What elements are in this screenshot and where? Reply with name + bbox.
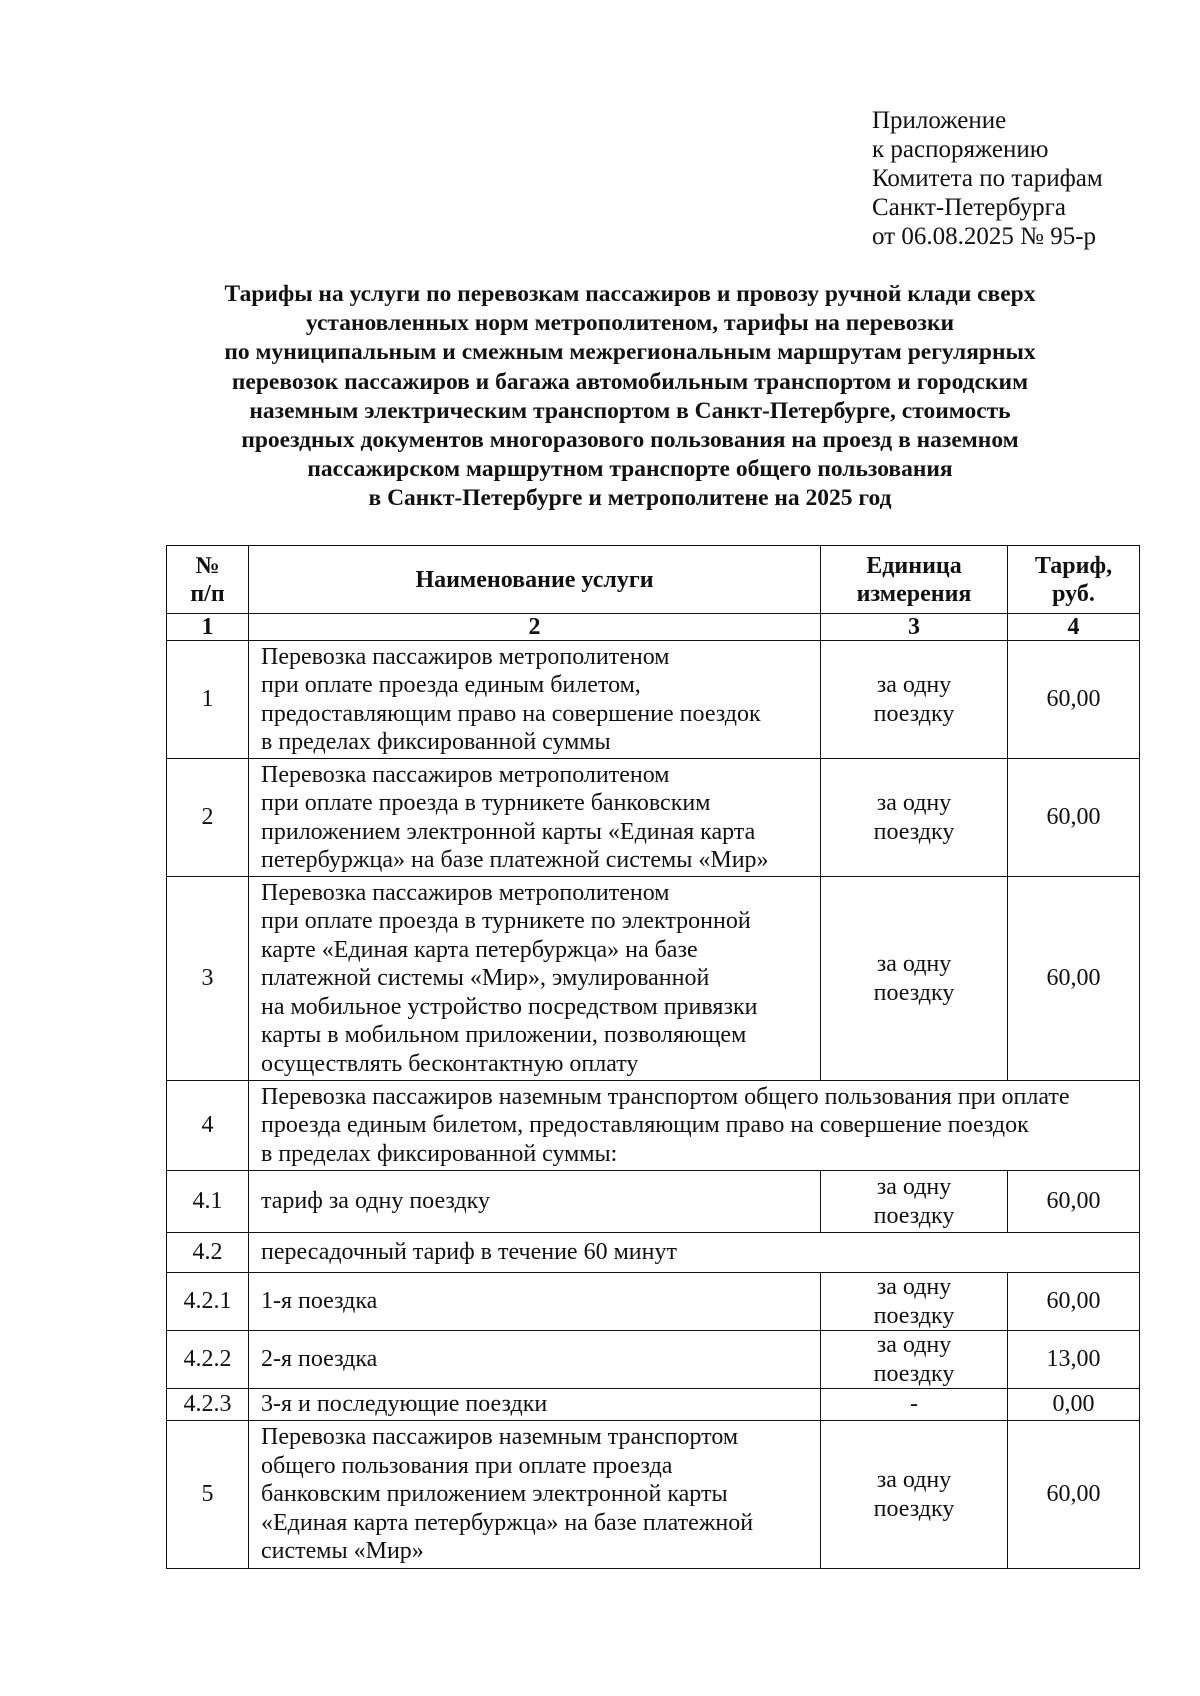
unit-line: за одну (876, 672, 952, 698)
service-name-line: общего пользования при оплате проезда (261, 1452, 673, 1479)
appendix-block (872, 106, 1103, 251)
title-line: проездных документов многоразового пользования на проезд в наземном (241, 427, 1019, 454)
header-num-line: п/п (190, 580, 225, 607)
table-row (167, 759, 1140, 877)
header-unit (821, 546, 1008, 614)
tariff-value: 60,00 (1008, 877, 1140, 1081)
header-tariff-line: Тариф, (1034, 552, 1113, 579)
header-num-line: № (195, 552, 220, 579)
header-tariff (1008, 546, 1140, 614)
service-name-line: петербуржца» на базе платежной системы «Мир» (261, 847, 769, 873)
unit-line: за одну (876, 1332, 952, 1358)
table-row (167, 1389, 1140, 1421)
unit-line: за одну (876, 1174, 952, 1200)
service-name-line: при оплате проезда единым билетом, (261, 672, 641, 698)
row-number: 5 (167, 1421, 249, 1569)
row-number: 3 (167, 877, 249, 1081)
service-name (249, 1081, 1140, 1171)
service-name-line: платежной системы «Мир», эмулированной (261, 965, 710, 992)
unit-cell (821, 877, 1008, 1081)
row-number: 4.2.2 (167, 1331, 249, 1389)
service-name-line: Перевозка пассажиров наземным транспортом общего пользования при оплате (261, 1083, 1070, 1110)
service-name-line: осуществлять бесконтактную оплату (261, 1050, 639, 1077)
service-name-line: при оплате проезда в турникете по электронной (261, 908, 751, 935)
unit-line: за одну (876, 790, 952, 816)
service-name-line: 1-я поездка (261, 1288, 378, 1315)
unit-cell (821, 1273, 1008, 1331)
unit-line: за одну (876, 951, 952, 977)
unit-line: поездку (873, 1495, 955, 1522)
unit-cell (821, 1171, 1008, 1233)
column-index: 2 (249, 614, 821, 641)
service-name-line: приложением электронной карты «Единая карта (261, 818, 756, 845)
unit-cell (821, 1389, 1008, 1421)
unit-line: за одну (876, 1274, 952, 1300)
header-unit-line: измерения (856, 580, 972, 607)
unit-cell (821, 641, 1008, 759)
service-name (249, 1389, 821, 1421)
table-row (167, 1273, 1140, 1331)
appendix-line: Комитета по тарифам (872, 165, 1103, 192)
table-row (167, 641, 1140, 759)
service-name-line: Перевозка пассажиров наземным транспортом (261, 1424, 739, 1451)
table-row (167, 1081, 1140, 1171)
unit-cell (821, 1331, 1008, 1389)
title-line: в Санкт-Петербурге и метрополитене на 2025 год (368, 485, 892, 512)
service-name-line: проезда единым билетом, предоставляющим право на совершение поездок (261, 1112, 1029, 1139)
table-row (167, 1421, 1140, 1569)
service-name (249, 877, 821, 1081)
title-line: перевозок пассажиров и багажа автомобильным транспортом и городским (231, 368, 1029, 395)
service-name-line: в пределах фиксированной суммы (261, 729, 611, 755)
service-name-line: банковским приложением электронной карты (261, 1481, 728, 1508)
unit-line: поездку (873, 1202, 955, 1229)
tariff-value: 60,00 (1008, 759, 1140, 877)
table-body (167, 641, 1140, 1569)
service-name (249, 759, 821, 877)
title-line: Тарифы на услуги по перевозкам пассажиров и провозу ручной клади сверх (224, 281, 1036, 307)
table-row (167, 877, 1140, 1081)
tariffs-table (166, 545, 1140, 1569)
service-name (249, 1331, 821, 1389)
service-name-line: системы «Мир» (261, 1538, 424, 1565)
service-name-line: пересадочный тариф в течение 60 минут (261, 1239, 677, 1266)
header-name: Наименование услуги (249, 546, 821, 614)
unit-line: - (910, 1391, 918, 1418)
tariff-value: 60,00 (1008, 1273, 1140, 1331)
unit-cell (821, 1421, 1008, 1569)
service-name-line: предоставляющим право на совершение поездок (261, 700, 761, 727)
service-name-line: 3-я и последующие поездки (261, 1391, 548, 1418)
table-row (167, 1233, 1140, 1273)
service-name-line: карте «Единая карта петербуржца» на базе (261, 936, 698, 963)
service-name-line: Перевозка пассажиров метрополитеном (261, 761, 670, 788)
unit-cell (821, 759, 1008, 877)
unit-line: поездку (873, 700, 955, 727)
service-name-line: «Единая карта петербуржца» на базе платежной (261, 1509, 754, 1536)
table-row (167, 1171, 1140, 1233)
service-name-line: Перевозка пассажиров метрополитеном (261, 643, 670, 670)
appendix-line: Санкт-Петербурга (872, 194, 1067, 221)
unit-line: поездку (873, 1302, 955, 1329)
title-line: по муниципальным и смежным межрегиональным маршрутам регулярных (224, 339, 1036, 366)
tariff-value: 60,00 (1008, 1171, 1140, 1233)
service-name-line: тариф за одну поездку (261, 1188, 490, 1215)
unit-line: поездку (873, 1360, 955, 1387)
title-line: пассажирском маршрутном транспорте общего пользования (307, 456, 953, 483)
tariff-value: 60,00 (1008, 641, 1140, 759)
table-header-row (167, 546, 1140, 614)
column-index-row (167, 614, 1140, 641)
appendix-line: от 06.08.2025 № 95-р (872, 223, 1097, 250)
unit-line: поездку (873, 818, 955, 845)
service-name-line: при оплате проезда в турникете банковским (261, 790, 711, 816)
title-line: установленных норм метрополитеном, тарифы на перевозки (305, 310, 955, 337)
tariff-value: 60,00 (1008, 1421, 1140, 1569)
title-line: наземным электрическим транспортом в Санкт-Петербурге, стоимость (249, 397, 1011, 424)
table-row (167, 1331, 1140, 1389)
service-name-line: Перевозка пассажиров метрополитеном (261, 879, 670, 906)
appendix-line: Приложение (872, 107, 1007, 134)
service-name-line: 2-я поездка (261, 1346, 378, 1373)
service-name (249, 641, 821, 759)
row-number: 4.2 (167, 1233, 249, 1273)
service-name-line: на мобильное устройство посредством привязки (261, 993, 758, 1020)
service-name-line: в пределах фиксированной суммы: (261, 1140, 618, 1167)
service-name (249, 1273, 821, 1331)
unit-line: поездку (873, 979, 955, 1006)
document-title (160, 280, 1100, 514)
row-number: 4.1 (167, 1171, 249, 1233)
row-number: 4 (167, 1081, 249, 1171)
column-index: 4 (1008, 614, 1140, 641)
row-number: 2 (167, 759, 249, 877)
row-number: 1 (167, 641, 249, 759)
tariff-value: 13,00 (1008, 1331, 1140, 1389)
appendix-line: к распоряжению (872, 136, 1049, 163)
header-unit-line: Единица (866, 552, 962, 579)
tariff-value: 0,00 (1008, 1389, 1140, 1421)
header-num (167, 546, 249, 614)
service-name (249, 1421, 821, 1569)
service-name-line: карты в мобильном приложении, позволяющем (261, 1022, 747, 1049)
service-name (249, 1171, 821, 1233)
column-index: 1 (167, 614, 249, 641)
row-number: 4.2.3 (167, 1389, 249, 1421)
column-index: 3 (821, 614, 1008, 641)
unit-line: за одну (876, 1467, 952, 1493)
header-tariff-line: руб. (1052, 580, 1095, 607)
service-name (249, 1233, 1140, 1273)
row-number: 4.2.1 (167, 1273, 249, 1331)
